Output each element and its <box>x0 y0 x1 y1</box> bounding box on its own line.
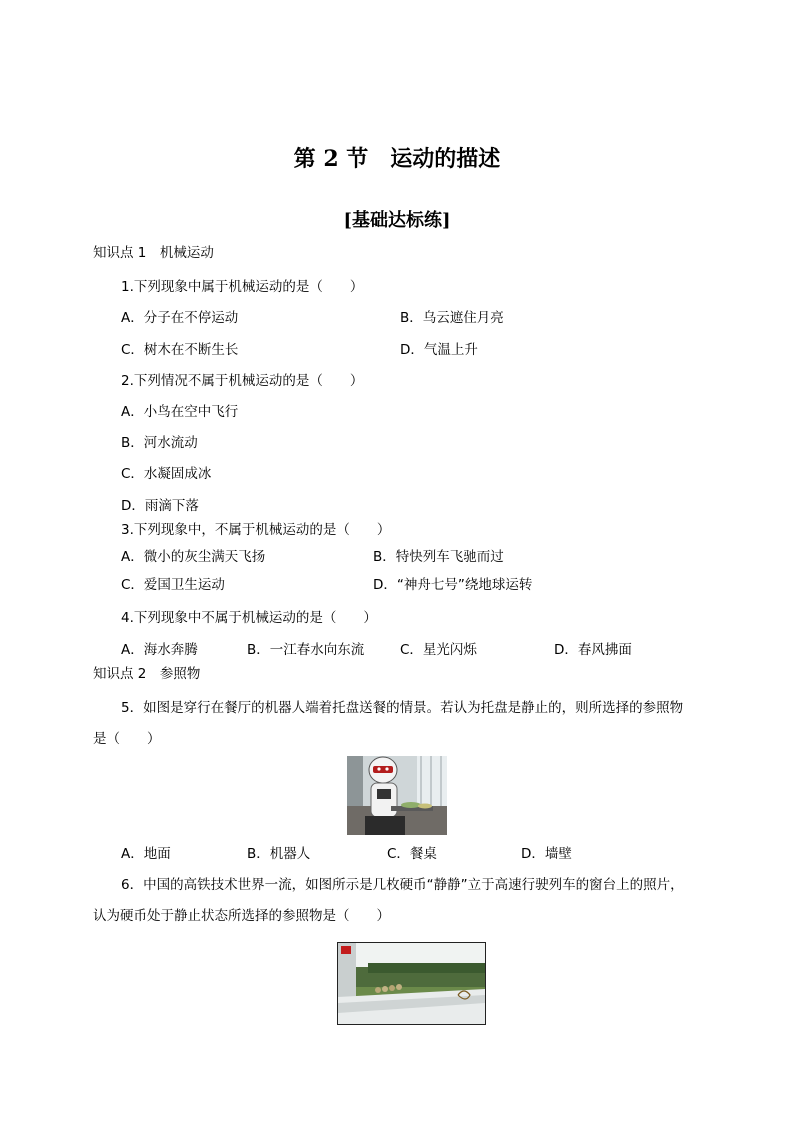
question-3-option-b: B．特快列车飞驰而过 <box>373 549 504 565</box>
question-1-option-b: B．乌云遮住月亮 <box>400 310 504 326</box>
question-5-stem-line-1: 5．如图是穿行在餐厅的机器人端着托盘送餐的情景。若认为托盘是静止的，则所选择的参照物 <box>121 700 684 716</box>
robot-waiter-photo <box>347 756 447 835</box>
question-2-option-b: B．河水流动 <box>121 435 198 451</box>
knowledge-point-1: 知识点 1 机械运动 <box>93 245 214 261</box>
page-title: 第 2 节 运动的描述 <box>293 146 501 172</box>
question-3-option-d: D．“神舟七号”绕地球运转 <box>373 577 533 593</box>
question-1-stem: 1.下列现象中属于机械运动的是（ ） <box>121 279 364 295</box>
question-5-option-d: D．墙壁 <box>521 846 572 862</box>
question-4-stem: 4.下列现象中不属于机械运动的是（ ） <box>121 610 377 626</box>
question-5-option-b: B．机器人 <box>247 846 311 862</box>
question-3-option-a: A．微小的灰尘满天飞扬 <box>121 549 266 565</box>
question-4-option-c: C．星光闪烁 <box>400 642 477 658</box>
question-1-option-a: A．分子在不停运动 <box>121 310 239 326</box>
question-1-option-c: C．树木在不断生长 <box>121 342 239 358</box>
question-2-option-c: C．水凝固成冰 <box>121 466 212 482</box>
question-5-option-a: A．地面 <box>121 846 171 862</box>
question-4-option-a: A．海水奔腾 <box>121 642 198 658</box>
question-2-stem: 2.下列情况不属于机械运动的是（ ） <box>121 373 364 389</box>
question-1-option-d: D．气温上升 <box>400 342 478 358</box>
question-3-stem: 3.下列现象中，不属于机械运动的是（ ） <box>121 522 391 538</box>
question-6-stem-line-1: 6．中国的高铁技术世界一流，如图所示是几枚硬币“静静”立于高速行驶列车的窗台上的照片， <box>121 877 684 893</box>
train-window-coins-photo <box>337 942 486 1025</box>
question-2-option-a: A．小鸟在空中飞行 <box>121 404 239 420</box>
question-5-option-c: C．餐桌 <box>387 846 437 862</box>
question-4-option-d: D．春风拂面 <box>554 642 632 658</box>
question-2-option-d: D．雨滴下落 <box>121 498 199 514</box>
question-4-option-b: B．一江春水向东流 <box>247 642 365 658</box>
question-6-stem-line-2: 认为硬币处于静止状态所选择的参照物是（ ） <box>93 908 390 924</box>
knowledge-point-2: 知识点 2 参照物 <box>93 666 201 682</box>
question-5-stem-line-2: 是（ ） <box>93 731 161 747</box>
question-3-option-c: C．爱国卫生运动 <box>121 577 225 593</box>
section-heading: [基础达标练] <box>343 210 451 231</box>
